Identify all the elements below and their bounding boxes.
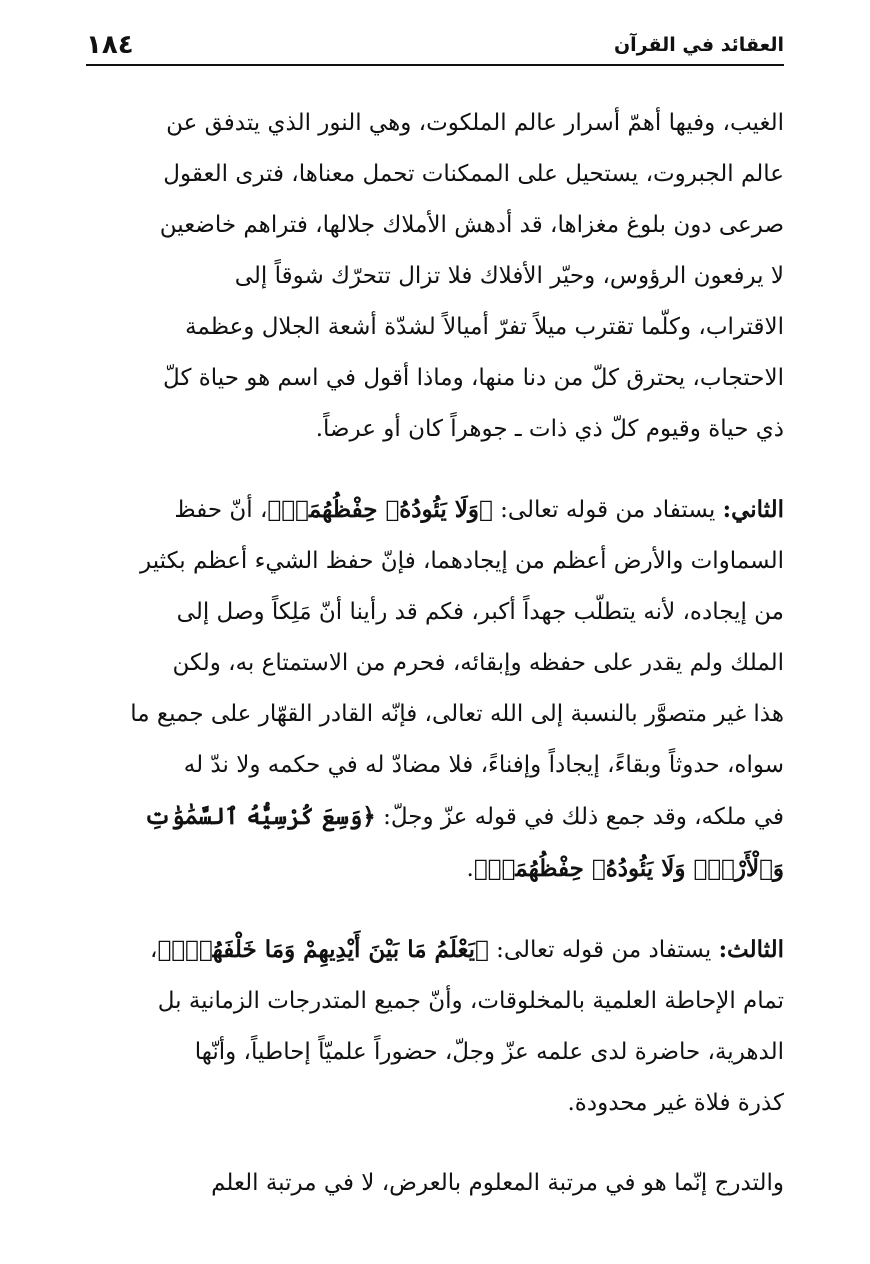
paragraph-3 bbox=[86, 924, 784, 1129]
text-run: يستفاد من قوله تعالى: bbox=[496, 937, 712, 963]
text-line: عالم الجبروت، يستحيل على الممكنات تحمل معناها، فترى العقول bbox=[163, 161, 784, 187]
text-line: لا يرفعون الرؤوس، وحيّر الأفلاك فلا تزال تتحرّك شوقاً إلى bbox=[234, 263, 784, 289]
text-line: الاقتراب، وكلّما تقترب ميلاً تفرّ أميالاً لشدّة أشعة الجلال وعظمة bbox=[185, 314, 784, 340]
text-line: من إيجاده، لأنه يتطلّب جهداً أكبر، فكم قد رأينا أنّ مَلِكاً وصل إلى bbox=[176, 599, 784, 625]
paragraph-4 bbox=[86, 1158, 784, 1209]
text-line: كذرة فلاة غير محدودة. bbox=[567, 1090, 784, 1116]
running-title: العقائد في القرآن bbox=[613, 34, 784, 56]
text-line: تمام الإحاطة العلمية بالمخلوقات، وأنّ جميع المتدرجات الزمانية بل bbox=[157, 988, 784, 1014]
text-line: الغيب، وفيها أهمّ أسرار عالم الملكوت، وهي النور الذي يتدفق عن bbox=[166, 110, 784, 136]
text-line: الملك ولم يقدر على حفظه وإبقائه، فحرم من الاستمتاع به، ولكن bbox=[172, 650, 784, 676]
text-run: في ملكه، وقد جمع ذلك في قوله عزّ وجلّ: bbox=[383, 804, 784, 830]
text-run: يستفاد من قوله تعالى: bbox=[500, 497, 716, 523]
quran-verse: ﴿وَلَا يَئُودُهُۥ حِفْظُهُمَاۚ﴾ bbox=[267, 496, 493, 523]
text-run: . bbox=[466, 856, 474, 882]
text-line: هذا غير متصوَّر بالنسبة إلى الله تعالى، فإنّه القادر القهّار على جميع ما bbox=[130, 701, 784, 727]
text-line: الدهرية، حاضرة لدى علمه عزّ وجلّ، حضوراً علميّاً إحاطياً، وأنّها bbox=[194, 1039, 784, 1065]
section-lead: الثالث: bbox=[718, 936, 784, 963]
text-line bbox=[86, 843, 784, 895]
quran-verse: وَٱلْأَرْضَۖ وَلَا يَئُودُهُۥ حِفْظُهُمَاۚ﴾ bbox=[473, 855, 784, 882]
text-line: سواه، حدوثاً وبقاءً، إيجاداً وإفناءً، فلا مضادّ له في حكمه ولا ندّ له bbox=[183, 752, 784, 778]
paragraph-1 bbox=[86, 98, 784, 455]
text-line bbox=[86, 791, 784, 843]
quran-verse: ﴿وَسِعَ كُرْسِيُّهُ ٱلسَّمَٰوَٰتِ bbox=[144, 803, 376, 830]
text-run: ، أنّ حفظ bbox=[174, 497, 268, 523]
page-body bbox=[86, 98, 784, 1209]
text-line: ذي حياة وقيوم كلّ ذي ذات ـ جوهراً كان أو عرضاً. bbox=[315, 416, 784, 442]
text-line bbox=[86, 484, 784, 536]
page-header bbox=[86, 28, 784, 66]
section-lead: الثاني: bbox=[722, 496, 784, 523]
paragraph-2 bbox=[86, 484, 784, 895]
text-run: ، bbox=[150, 937, 158, 963]
page-number: ١٨٤ bbox=[86, 30, 134, 60]
text-line: صرعى دون بلوغ مغزاها، قد أدهش الأملاك جلالها، فتراهم خاضعين bbox=[159, 212, 784, 238]
quran-verse: ﴿يَعْلَمُ مَا بَيْنَ أَيْدِيهِمْ وَمَا خَلْفَهُمْۖ﴾ bbox=[157, 936, 489, 963]
text-line: الاحتجاب، يحترق كلّ من دنا منها، وماذا أقول في اسم هو حياة كلّ bbox=[163, 365, 784, 391]
text-line: السماوات والأرض أعظم من إيجادهما، فإنّ حفظ الشيء أعظم بكثير bbox=[140, 548, 784, 574]
text-line bbox=[86, 924, 784, 976]
text-line: والتدرج إنّما هو في مرتبة المعلوم بالعرض، لا في مرتبة العلم bbox=[211, 1170, 784, 1196]
